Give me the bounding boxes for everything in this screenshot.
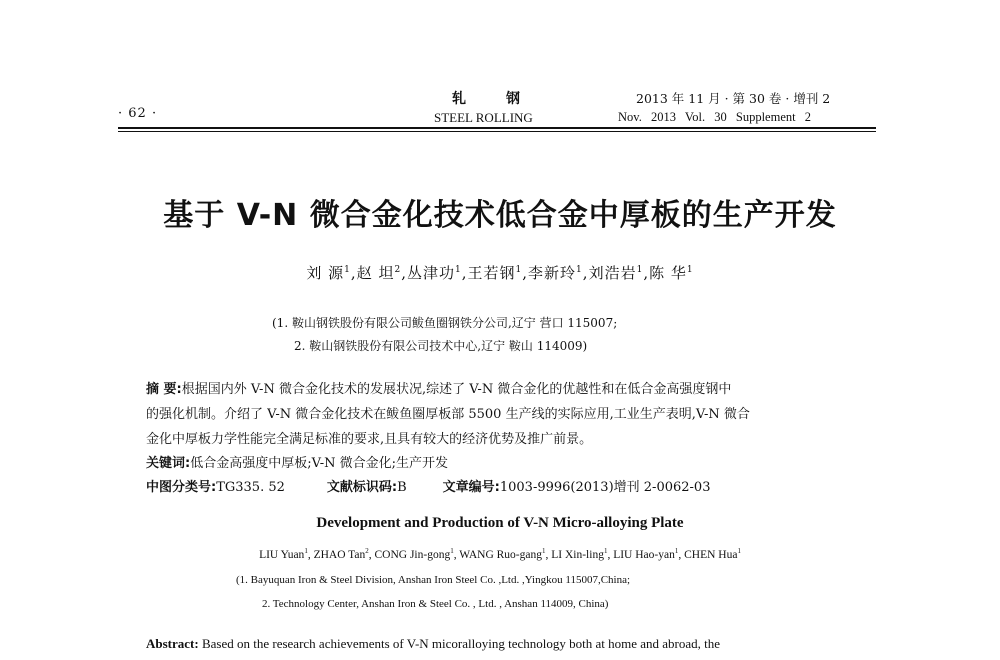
article-no-label: 文章编号: — [442, 480, 500, 495]
abstract-cn-line-3: 金化中厚板力学性能完全满足标准的要求,且具有较大的经济优势及推广前景。 — [146, 432, 593, 447]
keywords-text: 低合金高强度中厚板;V-N 微合金化;生产开发 — [190, 456, 449, 471]
english-author-list: LIU Yuan$^1$, ZHAO Tan$^2$, CONG Jin-gong$^1$, WANG Ruo-gang$^1$, LI Xin-ling$^1$, LIU Hao-yan$^1$, CHEN Hua$^1$ — [259, 547, 741, 561]
abstract-label: 摘 要: — [146, 382, 182, 397]
journal-name-cn: 轧钢 — [452, 91, 560, 107]
english-title: Development and Production of V-N Micro-alloying Plate — [316, 515, 684, 531]
page-number: · 62 · — [118, 106, 158, 121]
author: 刘 源$^1$ — [306, 264, 351, 282]
english-abstract-label: Abstract: — [146, 636, 199, 651]
keywords — [146, 452, 448, 471]
header-rule — [118, 127, 876, 129]
author: 李新玲$^1$ — [528, 264, 583, 282]
abstract-cn-line-1: 摘 要:根据国内外 V-N 微合金化技术的发展状况,综述了 V-N 微合金化的优越性和在低合金高强度钢中 — [146, 382, 732, 397]
article-no-value: 1003-9996(2013)增刊 2-0062-03 — [499, 480, 711, 495]
doc-code-label: 文献标识码: — [326, 480, 398, 495]
author: CONG Jin-gong$^1$ — [374, 547, 454, 561]
abstract-cn-line-2: 的强化机制。介绍了 V-N 微合金化技术在鲅鱼圈厚板部 5500 生产线的实际应用,工业生产表明,V-N 微合 — [146, 407, 750, 422]
issue-info-en: Nov. 2013 Vol. 30 Supplement 2 — [618, 110, 811, 124]
english-abstract-text: Based on the research achievements of V-N micoralloying technology both at home and abroad, the — [201, 636, 721, 651]
author: 丛津功$^1$ — [406, 264, 462, 282]
author-list: 刘 源$^1$,赵 坦$^2$,丛津功$^1$,王若钢$^1$,李新玲$^1$,刘浩岩$^1$,陈 华$^1$ — [306, 264, 694, 282]
affiliation-1: (1. 鞍山钢铁股份有限公司鲅鱼圈钢铁分公司,辽宁 营口 115007; — [272, 316, 618, 330]
english-abstract — [146, 636, 720, 652]
author: CHEN Hua$^1$ — [684, 547, 741, 561]
classification-line — [146, 476, 710, 495]
english-affiliation-2: 2. Technology Center, Anshan Iron & Steel Co. , Ltd. , Anshan 114009, China) — [262, 598, 609, 610]
issue-info-cn: 2013 年 11 月 · 第 30 卷 · 增刊 2 — [636, 91, 831, 106]
clc-label: 中图分类号: — [146, 480, 217, 495]
clc-value: TG335. 52 — [216, 480, 285, 495]
paper-title: 基于 V-N 微合金化技术低合金中厚板的生产开发 — [163, 198, 837, 233]
author: 赵 坦$^2$ — [356, 264, 402, 282]
author: 刘浩岩$^1$ — [588, 264, 644, 282]
author: ZHAO Tan$^2$ — [313, 547, 369, 561]
author: LI Xin-ling$^1$ — [551, 547, 608, 561]
author: LIU Hao-yan$^1$ — [613, 547, 679, 561]
author: 王若钢$^1$ — [467, 264, 523, 282]
keywords-label: 关键词: — [146, 456, 191, 471]
doc-code-value: B — [397, 480, 407, 495]
affiliation-2: 2. 鞍山钢铁股份有限公司技术中心,辽宁 鞍山 114009) — [294, 339, 588, 353]
author: 陈 华$^1$ — [649, 264, 694, 282]
journal-name-en: STEEL ROLLING — [434, 110, 533, 125]
author: WANG Ruo-gang$^1$ — [459, 547, 546, 561]
header-rule-thin — [118, 131, 876, 132]
english-affiliation-1: (1. Bayuquan Iron & Steel Division, Anshan Iron Steel Co. ,Ltd. ,Yingkou 115007,China; — [236, 574, 631, 586]
author: LIU Yuan$^1$ — [259, 547, 308, 561]
